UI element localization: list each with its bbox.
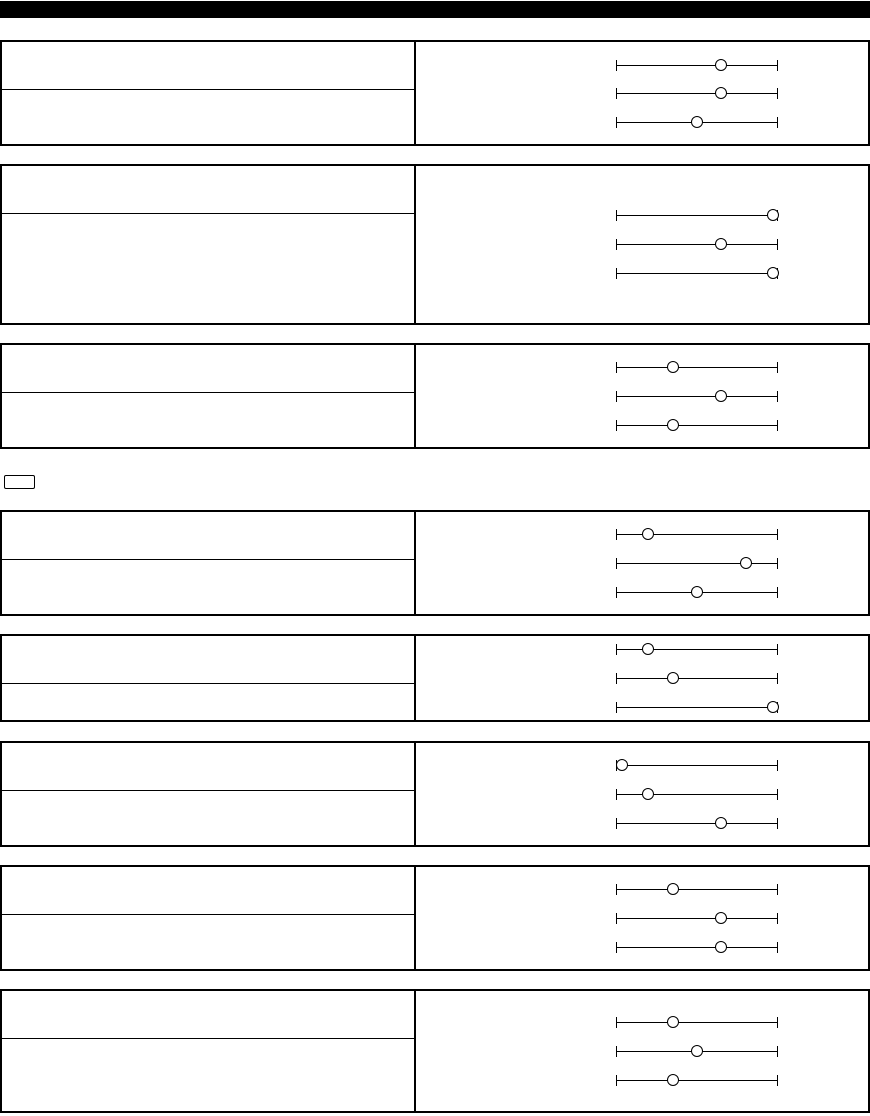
slider-min-tick xyxy=(616,587,617,598)
slider-max-tick xyxy=(777,789,778,800)
slider-track xyxy=(616,707,778,708)
slider-track xyxy=(616,678,778,679)
slider-min-tick xyxy=(616,210,617,221)
slider-max-tick xyxy=(777,587,778,598)
slider-min-tick xyxy=(616,420,617,431)
slider-track xyxy=(616,823,778,824)
slider-knob[interactable] xyxy=(667,419,679,431)
slider-max-tick xyxy=(777,88,778,99)
slider-min-tick xyxy=(616,1017,617,1028)
slider-knob[interactable] xyxy=(616,759,628,771)
slider-max-tick xyxy=(777,942,778,953)
slider-min-tick xyxy=(616,558,617,569)
label-column xyxy=(2,867,416,969)
slider-knob[interactable] xyxy=(691,1045,703,1057)
slider-track xyxy=(616,794,778,795)
slider-min-tick xyxy=(616,644,617,655)
rating-slider[interactable] xyxy=(616,267,778,281)
slider-knob[interactable] xyxy=(715,87,727,99)
row-divider xyxy=(2,213,414,214)
slider-knob[interactable] xyxy=(642,643,654,655)
slider-track xyxy=(616,947,778,948)
label-column xyxy=(2,991,416,1111)
rating-slider[interactable] xyxy=(616,941,778,955)
slider-track xyxy=(616,563,778,564)
slider-track xyxy=(616,1080,778,1081)
rating-slider[interactable] xyxy=(616,116,778,130)
slider-max-tick xyxy=(777,644,778,655)
slider-min-tick xyxy=(616,60,617,71)
slider-min-tick xyxy=(616,117,617,128)
row-divider xyxy=(2,914,414,915)
slider-knob[interactable] xyxy=(715,817,727,829)
slider-min-tick xyxy=(616,268,617,279)
row-divider xyxy=(2,683,414,684)
slider-track xyxy=(616,244,778,245)
slider-track xyxy=(616,765,778,766)
slider-knob[interactable] xyxy=(715,390,727,402)
slider-min-tick xyxy=(616,1075,617,1086)
label-column xyxy=(2,166,416,323)
row-divider xyxy=(2,392,414,393)
slider-max-tick xyxy=(777,391,778,402)
label-column xyxy=(2,42,416,144)
slider-track xyxy=(616,425,778,426)
rating-slider[interactable] xyxy=(616,238,778,252)
slider-knob[interactable] xyxy=(715,59,727,71)
rating-slider[interactable] xyxy=(616,817,778,831)
slider-knob[interactable] xyxy=(667,1016,679,1028)
slider-knob[interactable] xyxy=(715,941,727,953)
row-divider xyxy=(2,790,414,791)
slider-min-tick xyxy=(616,818,617,829)
slider-min-tick xyxy=(616,391,617,402)
section-marker-box xyxy=(4,475,35,489)
slider-min-tick xyxy=(616,362,617,373)
row-divider xyxy=(2,1038,414,1039)
rating-slider[interactable] xyxy=(616,1045,778,1059)
slider-max-tick xyxy=(777,420,778,431)
slider-track xyxy=(616,889,778,890)
rating-slider[interactable] xyxy=(616,59,778,73)
slider-knob[interactable] xyxy=(667,672,679,684)
slider-track xyxy=(616,396,778,397)
slider-max-tick xyxy=(777,1046,778,1057)
label-column xyxy=(2,345,416,447)
slider-knob[interactable] xyxy=(715,912,727,924)
slider-min-tick xyxy=(616,789,617,800)
rating-slider[interactable] xyxy=(616,701,778,715)
rating-slider[interactable] xyxy=(616,672,778,686)
rating-slider[interactable] xyxy=(616,361,778,375)
slider-knob[interactable] xyxy=(667,883,679,895)
slider-knob[interactable] xyxy=(715,238,727,250)
rating-slider[interactable] xyxy=(616,912,778,926)
rating-slider[interactable] xyxy=(616,788,778,802)
slider-max-tick xyxy=(777,760,778,771)
rating-slider[interactable] xyxy=(616,528,778,542)
header-bar xyxy=(0,1,870,18)
rating-slider[interactable] xyxy=(616,390,778,404)
rating-slider[interactable] xyxy=(616,586,778,600)
slider-max-tick xyxy=(777,884,778,895)
slider-knob[interactable] xyxy=(691,116,703,128)
rating-slider[interactable] xyxy=(616,1016,778,1030)
rating-slider[interactable] xyxy=(616,1074,778,1088)
slider-min-tick xyxy=(616,702,617,713)
slider-track xyxy=(616,93,778,94)
rating-slider[interactable] xyxy=(616,87,778,101)
slider-max-tick xyxy=(777,558,778,569)
slider-max-tick xyxy=(777,818,778,829)
slider-track xyxy=(616,534,778,535)
label-column xyxy=(2,512,416,614)
slider-max-tick xyxy=(777,117,778,128)
slider-knob[interactable] xyxy=(691,586,703,598)
label-column xyxy=(2,743,416,845)
slider-min-tick xyxy=(616,942,617,953)
slider-knob[interactable] xyxy=(740,557,752,569)
slider-track xyxy=(616,273,778,274)
slider-min-tick xyxy=(616,1046,617,1057)
slider-min-tick xyxy=(616,88,617,99)
slider-knob[interactable] xyxy=(642,528,654,540)
slider-max-tick xyxy=(777,673,778,684)
slider-min-tick xyxy=(616,884,617,895)
slider-knob[interactable] xyxy=(642,788,654,800)
rating-slider[interactable] xyxy=(616,557,778,571)
rating-slider[interactable] xyxy=(616,419,778,433)
slider-max-tick xyxy=(777,239,778,250)
slider-min-tick xyxy=(616,239,617,250)
slider-min-tick xyxy=(616,673,617,684)
row-divider xyxy=(2,559,414,560)
slider-min-tick xyxy=(616,529,617,540)
slider-track xyxy=(616,215,778,216)
slider-knob[interactable] xyxy=(667,361,679,373)
slider-max-tick xyxy=(777,362,778,373)
slider-max-tick xyxy=(777,1017,778,1028)
slider-knob[interactable] xyxy=(667,1074,679,1086)
slider-max-tick xyxy=(777,913,778,924)
slider-min-tick xyxy=(616,913,617,924)
slider-track xyxy=(616,367,778,368)
slider-track xyxy=(616,649,778,650)
label-column xyxy=(2,636,416,720)
slider-track xyxy=(616,65,778,66)
slider-track xyxy=(616,918,778,919)
slider-max-tick xyxy=(777,529,778,540)
slider-max-tick xyxy=(777,1075,778,1086)
rating-slider[interactable] xyxy=(616,759,778,773)
row-divider xyxy=(2,89,414,90)
rating-slider[interactable] xyxy=(616,883,778,897)
slider-max-tick xyxy=(777,60,778,71)
rating-slider[interactable] xyxy=(616,209,778,223)
slider-track xyxy=(616,1022,778,1023)
rating-slider[interactable] xyxy=(616,643,778,657)
